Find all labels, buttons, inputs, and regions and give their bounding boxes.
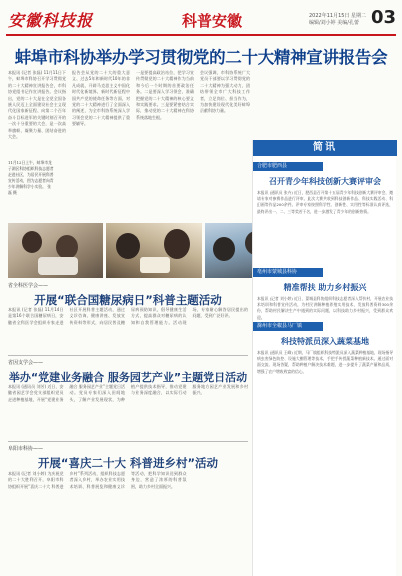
brief-news-panel (252, 140, 396, 576)
article-column-4: 会议强调，市科协系统广大党员干部要以学习贯彻党的二十大精神为强大动力，团结带领全市广大科技工作者，立足岗位、担当作为，为加快建设现代化美好蚌埠贡献科协力量。 (200, 70, 250, 114)
section-title: 科普安徽 (182, 12, 243, 30)
photo-caption: 11月12日上午，蚌埠市龙子湖区科协组织科技志愿者走进社区，为居民开展科普宣传活动，图为志愿者向青少年讲解科学小实验。 张磊 摄 (8, 160, 54, 195)
photo-volunteer-explaining (106, 223, 202, 278)
issue-editor: 编辑/刘小婷 美编/孔蕾 (309, 20, 359, 26)
article-2-body: 本报讯 (通讯员 刘芳) 近日，安徽省园艺学会党支部组织党员走进种植基地，开展“党建业务融合 服务园艺产业”主题党日活动。党员专家们深入田间地头，了解产业发展现状，为种植户提供技术指导，推动党建与业务深度融合，以实际行动服务地方园艺产业发展和乡村振兴。 (8, 384, 248, 402)
brief-1-tag: 合肥市肥西县 (253, 162, 323, 171)
article-3-title: 开展“喜庆二十大 科普进乡村”活动 (37, 456, 219, 470)
article-column-3: 一是要提高政治站位，把学习宣传贯彻党的二十大精神作为当前和今后一个时期的首要政治任务。二是要深入学习领会，准确把握党的二十大精神的核心要义和实践要求。三是要紧密结合实际，推动党的二十大精神在科协系统落地生根。 (136, 70, 194, 120)
article-column-2: 报告会从党的二十大的重大意义、过去5年和新时代10年的非凡成就、开辟马克思主义中国化时代化新境界、新时代新征程中国共产党的使命任务等方面，对党的二十大精神进行了全面深入的阐述，为全市科协系统深入学习领会党的二十大精神提供了重要辅导。 (72, 70, 130, 127)
brief-2-tag: 亳州市蒙城县科协 (253, 268, 323, 277)
page-header (0, 0, 402, 38)
article-1-body: 本报讯 (记者 张磊) 11月14日是第16个联合国糖尿病日，安徽省全科医学会组织专家走进社区开展科普主题活动，通过义诊咨询、健康讲座、发放宣传资料等形式，向居民普及糖尿病预防知识，倡导健康生活方式，提高群众对糖尿病的认知和自我管理能力。活动现场，专家耐心解答居民提出的问题，受到广泛好评。 (8, 307, 248, 325)
article-3-source: 阜阳市科协—— (8, 446, 44, 452)
page-number: 03 (371, 7, 397, 28)
article-1-source: 省全科医学会—— (8, 283, 49, 289)
divider (8, 355, 248, 356)
article-2-source: 省因支学会—— (8, 360, 44, 366)
issue-meta (309, 13, 366, 27)
header-rule (6, 34, 396, 36)
article-3-body: 本报讯 (记者 刘小婷) 为庆祝党的二十大胜利召开，阜阳市科协组织开展“喜庆二十大 科普进乡村”系列活动，组织科技志愿者深入乡村，举办农业实用技术培训、科普展览和健康义诊等活动，把科学知识送到群众身边，营造了浓厚的科普氛围，助力乡村全面振兴。 (8, 471, 187, 489)
brief-2-title: 精准帮扶 助力乡村振兴 (283, 283, 367, 292)
brief-3-tag: 滁州市全椒县马厂镇 (253, 322, 323, 331)
newspaper-logo: 安徽科技报 (8, 11, 94, 30)
brief-2-body: 本报讯 (记者 刘小婷) 近日，蒙城县科协组织科技志愿者深入帮扶村，开展农业技术培训和科普宣传活动，为村民讲解种植养殖实用技术，发放科普资料300余份，帮助村民解决生产中遇到的实际问题，以科技助力乡村振兴，受到群众欢迎。 (257, 296, 393, 320)
article-column-1: 本报讯 (记者 张磊) 11月11日下午，蚌埠市科协召开学习贯彻党的二十大精神宣讲报告会，市科协党组书记作宣讲报告。会议指出，党的二十大是在全党全国各族人民迈上全面建设社会主义现代化国家新征程、向第二个百年奋斗目标进军的关键时刻召开的一次十分重要的大会，是一次高举旗帜、凝聚力量、团结奋进的大会。 (8, 70, 66, 140)
brief-1-title: 召开青少年科技创新大赛评审会 (269, 177, 381, 186)
article-1-title: 开展“联合国糖尿病日”科普主题活动 (34, 293, 222, 307)
issue-date: 2022年11月15日 星期二 (309, 13, 367, 19)
photo-children-experiment (8, 223, 103, 278)
brief-3-body: 本报讯 (通讯员 王峰) 近期，马厂镇组织科技特派员深入蔬菜种植基地，现场指导病虫害绿色防控、设施大棚管理等技术，手把手传授蔬菜种植新技术。通过面对面交流、现场答疑，帮助种植户解决技术难题，进一步提升了蔬菜产量和品质，增强了农户增收致富的信心。 (257, 350, 393, 374)
brief-3-title: 科技特派员深入蔬菜基地 (281, 337, 369, 346)
main-headline: 蚌埠市科协举办学习贯彻党的二十大精神宣讲报告会 (14, 48, 388, 67)
brief-1-body: 本报讯 (通讯员 张卉) 近日，肥西县召开第十五届青少年科技创新大赛评审会，邀请专家对参赛作品进行评审。此次大赛共收到科技创新作品、科技实践活动、科幻画等作品200余件。评审专家按照科学性、创新性、实用性等标准认真评选，最终评出一、二、三等奖若干名，进一步激发了青少年的创新热情。 (257, 190, 393, 214)
article-2-title: 举办“党建业务融合 服务园艺产业”主题党日活动 (8, 371, 248, 384)
divider (8, 441, 248, 442)
brief-banner: 简讯 (253, 140, 397, 156)
